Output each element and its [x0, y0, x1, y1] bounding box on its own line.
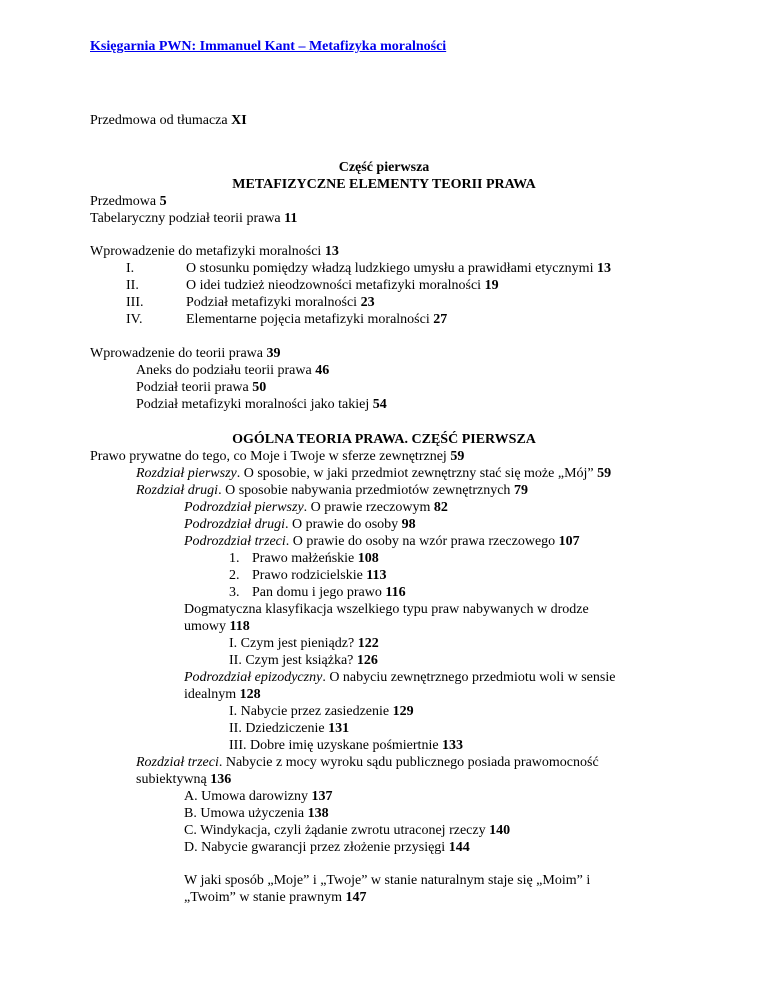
page-number: 11 [284, 211, 298, 226]
entry-text: Przedmowa od tłumacza [90, 113, 228, 128]
page-number: 137 [311, 789, 333, 804]
toc-entry-translator-preface [90, 112, 247, 129]
page-number: 46 [315, 363, 330, 378]
toc-entry: Prawo prywatne do tego, co Moje i Twoje w sferze zewnętrznej 59 [90, 449, 465, 464]
page-number: 59 [450, 449, 465, 464]
toc-entry: II. Dziedziczenie 131 [229, 721, 350, 736]
page-number: 27 [433, 312, 448, 327]
page-number: 140 [489, 823, 511, 838]
page-number: 131 [328, 721, 350, 736]
toc-entry: Elementarne pojęcia metafizyki moralności 27 [186, 312, 448, 327]
toc-entry: Podrozdział epizodyczny. O nabyciu zewnętrznego przedmiotu woli w sensie [184, 670, 616, 685]
subchapter-label: Podrozdział epizodyczny [184, 670, 323, 685]
toc-entry: A. Umowa darowizny 137 [184, 789, 333, 804]
toc-entry: Podrozdział drugi. O prawie do osoby 98 [184, 517, 416, 532]
toc-entry: II. Czym jest książka? 126 [229, 653, 378, 668]
page-number: 122 [357, 636, 379, 651]
toc-entry: D. Nabycie gwarancji przez złożenie przysięgi 144 [184, 840, 470, 855]
toc-entry: Rozdział pierwszy. O sposobie, w jaki przedmiot zewnętrzny stać się może „Mój” 59 [136, 466, 612, 481]
subchapter-label: Podrozdział trzeci [184, 534, 286, 549]
toc-entry: Tabelaryczny podział teorii prawa 11 [90, 211, 298, 226]
toc-entry: Podział teorii prawa 50 [136, 380, 267, 395]
list-number: 1. [229, 551, 240, 566]
toc-entry-continuation: „Twoim” w stanie prawnym 147 [184, 890, 367, 905]
page-number: 59 [597, 466, 612, 481]
list-number: 2. [229, 568, 240, 583]
page-number: 126 [356, 653, 378, 668]
list-number: 3. [229, 585, 240, 600]
toc-entry: Aneks do podziału teorii prawa 46 [136, 363, 330, 378]
roman-numeral: IV. [126, 312, 143, 327]
page-number: 138 [307, 806, 329, 821]
page-number: 108 [357, 551, 379, 566]
toc-entry: Podrozdział pierwszy. O prawie rzeczowym 82 [184, 500, 448, 515]
toc-entry-continuation: umowy 118 [184, 619, 250, 634]
page-number: 19 [484, 278, 499, 293]
toc-entry: Podrozdział trzeci. O prawie do osoby na wzór prawa rzeczowego 107 [184, 534, 580, 549]
roman-numeral: II. [126, 278, 139, 293]
page-number: 129 [392, 704, 414, 719]
page-number: 13 [596, 261, 611, 276]
toc-entry: Prawo rodzicielskie 113 [252, 568, 387, 583]
page-number: 98 [401, 517, 416, 532]
page-number: 54 [372, 397, 387, 412]
page-number: 118 [229, 619, 250, 634]
page-number: 23 [360, 295, 375, 310]
toc-entry: Prawo małżeńskie 108 [252, 551, 379, 566]
roman-numeral: III. [126, 295, 144, 310]
toc-entry-continuation: idealnym 128 [184, 687, 261, 702]
toc-entry: Przedmowa 5 [90, 194, 167, 209]
roman-numeral: I. [126, 261, 135, 276]
toc-entry: O idei tudzież nieodzowności metafizyki moralności 19 [186, 278, 499, 293]
toc-entry: B. Umowa użyczenia 138 [184, 806, 329, 821]
toc-entry: Podział metafizyki moralności jako takiej 54 [136, 397, 387, 412]
page-number: 144 [448, 840, 470, 855]
toc-entry-continuation: subiektywną 136 [136, 772, 232, 787]
page-number: 128 [239, 687, 261, 702]
toc-entry: III. Dobre imię uzyskane pośmiertnie 133 [229, 738, 464, 753]
part-heading: Część pierwsza [338, 160, 430, 175]
toc-entry: I. Czym jest pieniądz? 122 [229, 636, 379, 651]
chapter-label: Rozdział trzeci [136, 755, 219, 770]
subchapter-label: Podrozdział pierwszy [184, 500, 304, 515]
page-number: 39 [266, 346, 281, 361]
toc-entry: Dogmatyczna klasyfikacja wszelkiego typu praw nabywanych w drodze [184, 602, 589, 617]
page-number: 133 [442, 738, 464, 753]
header-link[interactable]: Księgarnia PWN: Immanuel Kant – Metafizyka moralności [90, 39, 447, 54]
page-number: 79 [513, 483, 528, 498]
page-number: 13 [324, 244, 339, 259]
section-title: OGÓLNA TEORIA PRAWA. CZĘŚĆ PIERWSZA [232, 432, 536, 447]
page-number: 136 [210, 772, 232, 787]
page-number: 50 [252, 380, 267, 395]
toc-entry: Rozdział trzeci. Nabycie z mocy wyroku sądu publicznego posiada prawomocność [136, 755, 599, 770]
subchapter-label: Podrozdział drugi [184, 517, 285, 532]
toc-entry: Podział metafizyki moralności 23 [186, 295, 375, 310]
toc-entry: C. Windykacja, czyli żądanie zwrotu utraconej rzeczy 140 [184, 823, 511, 838]
toc-entry: Rozdział drugi. O sposobie nabywania przedmiotów zewnętrznych 79 [136, 483, 528, 498]
toc-entry: Wprowadzenie do metafizyki moralności 13 [90, 244, 339, 259]
page-number: XI [231, 113, 247, 128]
chapter-label: Rozdział pierwszy [136, 466, 237, 481]
toc-entry: O stosunku pomiędzy władzą ludzkiego umysłu a prawidłami etycznymi 13 [186, 261, 611, 276]
page-number: 82 [433, 500, 448, 515]
chapter-label: Rozdział drugi [136, 483, 219, 498]
page-number: 107 [558, 534, 580, 549]
toc-entry: W jaki sposób „Moje” i „Twoje” w stanie naturalnym staje się „Moim” i [184, 873, 591, 888]
page-number: 5 [159, 194, 167, 209]
part-title: METAFIZYCZNE ELEMENTY TEORII PRAWA [232, 177, 536, 192]
toc-entry: I. Nabycie przez zasiedzenie 129 [229, 704, 414, 719]
page-number: 116 [385, 585, 406, 600]
page-number: 147 [345, 890, 367, 905]
toc-entry: Wprowadzenie do teorii prawa 39 [90, 346, 281, 361]
toc-entry: Pan domu i jego prawo 116 [252, 585, 406, 600]
page-number: 113 [366, 568, 387, 583]
